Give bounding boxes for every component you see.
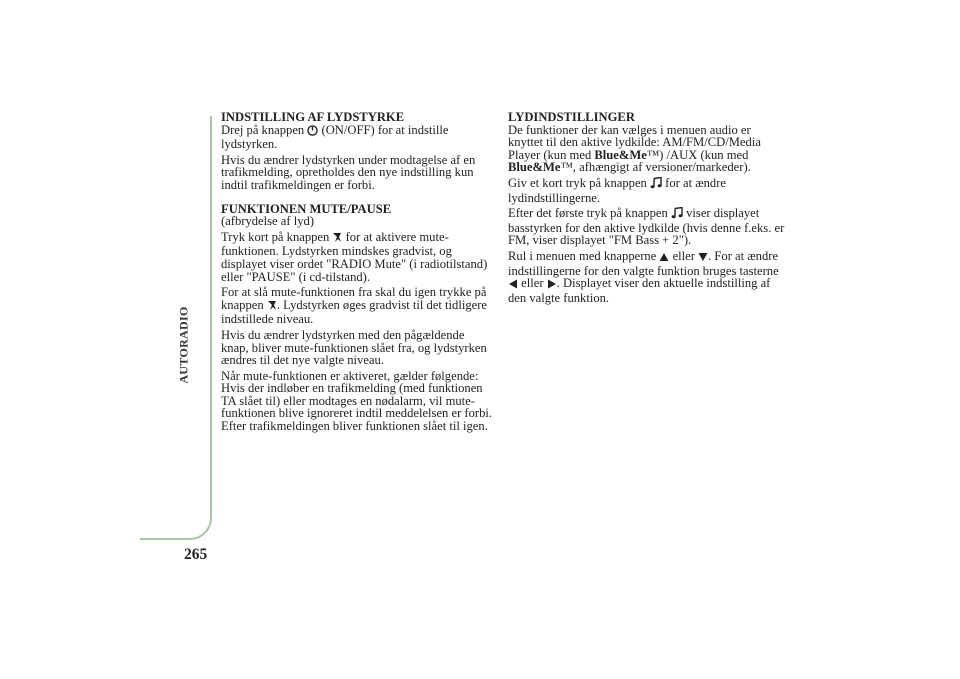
left-column [221, 111, 495, 436]
audio-paragraph-1: De funktioner der kan vælges i menuen audio er knyttet til den aktive lydkilde: AM/FM/CD/Media Player (kun med Blue&Me™) /AUX (kun med Blue&Me™, afhængigt af versioner/markeder). [508, 122, 761, 175]
page-number: 265 [184, 546, 208, 563]
music-note-icon [650, 177, 662, 192]
audio-paragraph-2: Giv et kort tryk på knappen for at ændre lydindstillingerne. [508, 175, 726, 205]
mute-icon [267, 299, 277, 314]
mute-paragraph-2: For at slå mute-funktionen fra skal du igen trykke på knappen . Lydstyrken øges gradvist til det tidligere indstillede niveau. [221, 285, 488, 327]
music-note-icon [671, 207, 683, 222]
mute-heading: FUNKTIONEN MUTE/PAUSE [221, 201, 392, 216]
volume-paragraph-1: Drej på knappen (ON/OFF) for at indstille lydstyrken. [221, 122, 449, 152]
mute-paragraph-3: Hvis du ændrer lydstyrken med den pågældende knap, bliver mute-funktionen slået fra, og lydstyrken ændres til det nye valgte niveau. [221, 327, 487, 368]
mute-subheading: (afbrydelse af lyd) [221, 214, 315, 229]
mute-paragraph-1: Tryk kort på knappen for at aktivere mute-funktionen. Lydstyrken mindskes gradvist, og displayet viser ordet "RADIO Mute" (i radiotilstand) eller "PAUSE" (i cd-tilstand). [221, 229, 488, 284]
power-knob-icon [307, 125, 318, 139]
volume-heading: INDSTILLING AF LYDSTYRKE [221, 110, 405, 124]
blueandme-brand: Blue&Me [508, 160, 561, 175]
blueandme-brand: Blue&Me [594, 147, 647, 162]
audio-paragraph-3: Efter det første tryk på knappen viser displayet basstyrken for den aktive lydkilde (hvis denne f.eks. er FM, viser displayet "FM Bass + 2"). [508, 206, 785, 248]
mute-icon [332, 231, 342, 246]
volume-paragraph-2: Hvis du ændrer lydstyrken under modtagelse af en trafikmelding, opretholdes den nye indstilling kun indtil trafikmeldingen er forbi. [221, 152, 476, 192]
right-column [508, 111, 788, 307]
mute-paragraph-4: Når mute-funktionen er aktiveret, gælder følgende: Hvis der indløber en trafikmelding (med funktionen TA slået til) eller modtages en nødalarm, vil mute-funktionen blive ignoreret indtil meddelelsen er forbi. Efter trafikmeldingen bliver funktionen slået til igen. [221, 368, 493, 434]
audio-paragraph-4: Rul i menuen med knapperne eller . For at ændre indstillingerne for den valgte funktion bruges tasterne eller . Displayet viser den aktuelle indstilling af den valgte funktion. [508, 248, 779, 305]
section-label: AUTORADIO [176, 306, 191, 384]
audio-settings-heading: LYDINDSTILLINGER [508, 110, 635, 124]
